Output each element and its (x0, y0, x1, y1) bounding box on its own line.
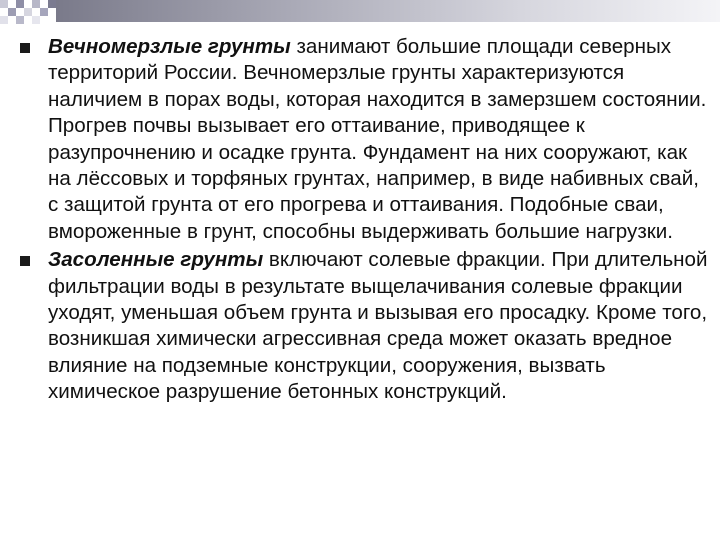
bullet-text: включают солевые фракции. При длительной фильтрации воды в результате выщелачивания солевые фракции уходят, уменьшая объем грунта и вызывая его просадку. Кроме того, возникшая химически агрессивная среда может оказать вредное влияние на подземные конструкции, сооружения, вызвать химическое разрушение бетонных конструкций. (48, 248, 708, 404)
square-bullet-icon (20, 256, 30, 266)
slide-content (18, 34, 714, 408)
bullet-text: занимают большие площади северных территорий России. Вечномерзлые грунты характеризуются наличием в порах воды, которая находится в замерзшем состоянии. Прогрев почвы вызывает его оттаивание, приводящее к разупрочнению и осадке грунта. Фундамент на них сооружают, как на лёссовых и торфяных грунтах, например, в виде набивных свай, с защитой грунта от его прогрева и оттаивания. Подобные сваи, вмороженные в грунт, способны выдерживать большие нагрузки. (48, 35, 707, 243)
bullet-term: Вечномерзлые грунты (48, 35, 291, 58)
decorative-checker-pattern (0, 0, 56, 26)
square-bullet-icon (20, 43, 30, 53)
bullet-term: Засоленные грунты (48, 248, 264, 272)
top-gradient-band (56, 0, 720, 22)
bullet-item-permafrost (18, 34, 714, 245)
bullet-item-saline (18, 247, 714, 405)
